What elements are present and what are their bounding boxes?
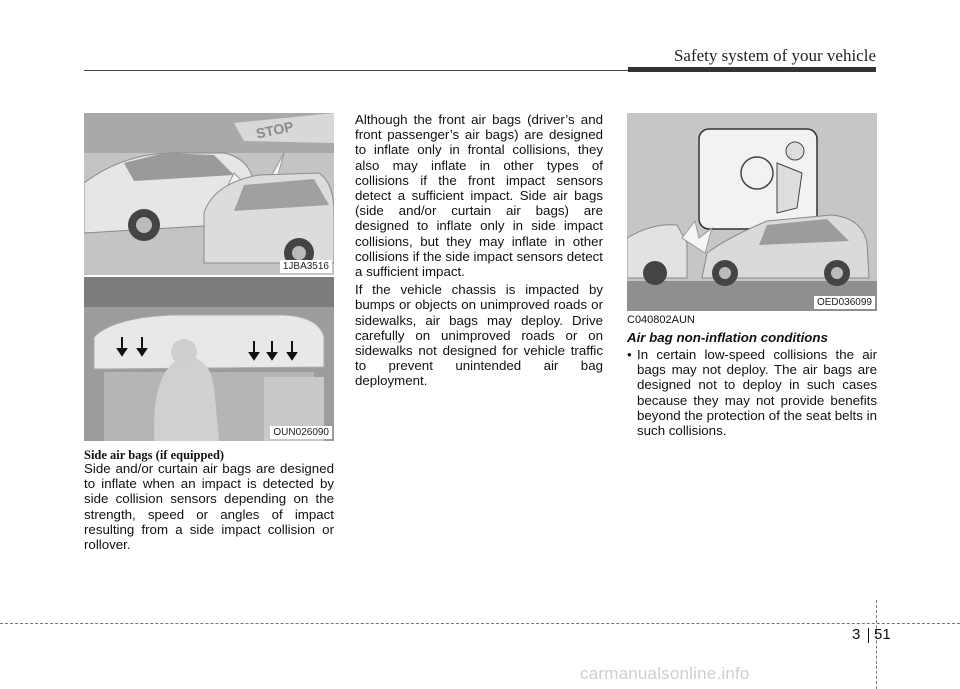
column-2-text (355, 112, 603, 392)
curtain-airbag-illustration (84, 277, 334, 441)
page-separator (868, 628, 869, 643)
reference-code: C040802AUN (627, 314, 695, 326)
column-1-text (84, 461, 334, 555)
list-item (627, 347, 877, 438)
section-subheading: Air bag non-inflation conditions (627, 330, 828, 345)
svg-text:STOP: STOP (254, 118, 295, 142)
figure-caption: Side air bags (if equipped) (84, 448, 225, 462)
figure-curtain-airbag (84, 277, 334, 441)
footer-vertical-rule (876, 600, 877, 689)
figure-code: OED036099 (814, 296, 875, 309)
paragraph: Side and/or curtain air bags are designed to inflate when an impact is detected by side collision sensors depending on the strength, speed or angles of impact resulting from a side impact collision or rollover. (84, 461, 334, 553)
footer-rule (0, 623, 960, 624)
bullet-icon: • (627, 347, 632, 362)
header-rule-accent (628, 67, 876, 72)
chapter-number: 3 (852, 626, 861, 643)
watermark: carmanualsonline.info (580, 664, 750, 683)
header-title: Safety system of your vehicle (673, 46, 876, 65)
side-collision-illustration (84, 113, 334, 275)
list-item-text: In certain low-speed collisions the air bags may not deploy. The air bags are designed not to deploy in such cases because they may not provide benefits beyond the protection of the seat belts in such collisions. (637, 347, 877, 439)
figure-code: OUN026090 (270, 426, 332, 439)
rear-collision-illustration (627, 113, 877, 311)
page-number: 51 (874, 626, 891, 643)
figure-side-collision (84, 113, 334, 275)
figure-rear-collision (627, 113, 877, 311)
figure-code: 1JBA3516 (280, 260, 332, 273)
paragraph: If the vehicle chassis is impacted by bumps or objects on unimproved roads or sidewalks, air bags may deploy. Drive carefully on unimproved roads or on sidewalks not designed for vehicle traffic to prevent unintended air bag deployment. (355, 282, 603, 389)
column-3-text (627, 314, 877, 438)
paragraph: Although the front air bags (driver’s and front passenger’s air bags) are designed to inflate only in frontal collisions, they also may inflate in other types of collisions if the front impact sensors detect a sufficient impact. Side air bags (side and/or curtain air bags) are designed to inflate only in side impact collisions, but they may inflate in other collisions if the side impact sensors detect a sufficient impact. (355, 112, 603, 280)
